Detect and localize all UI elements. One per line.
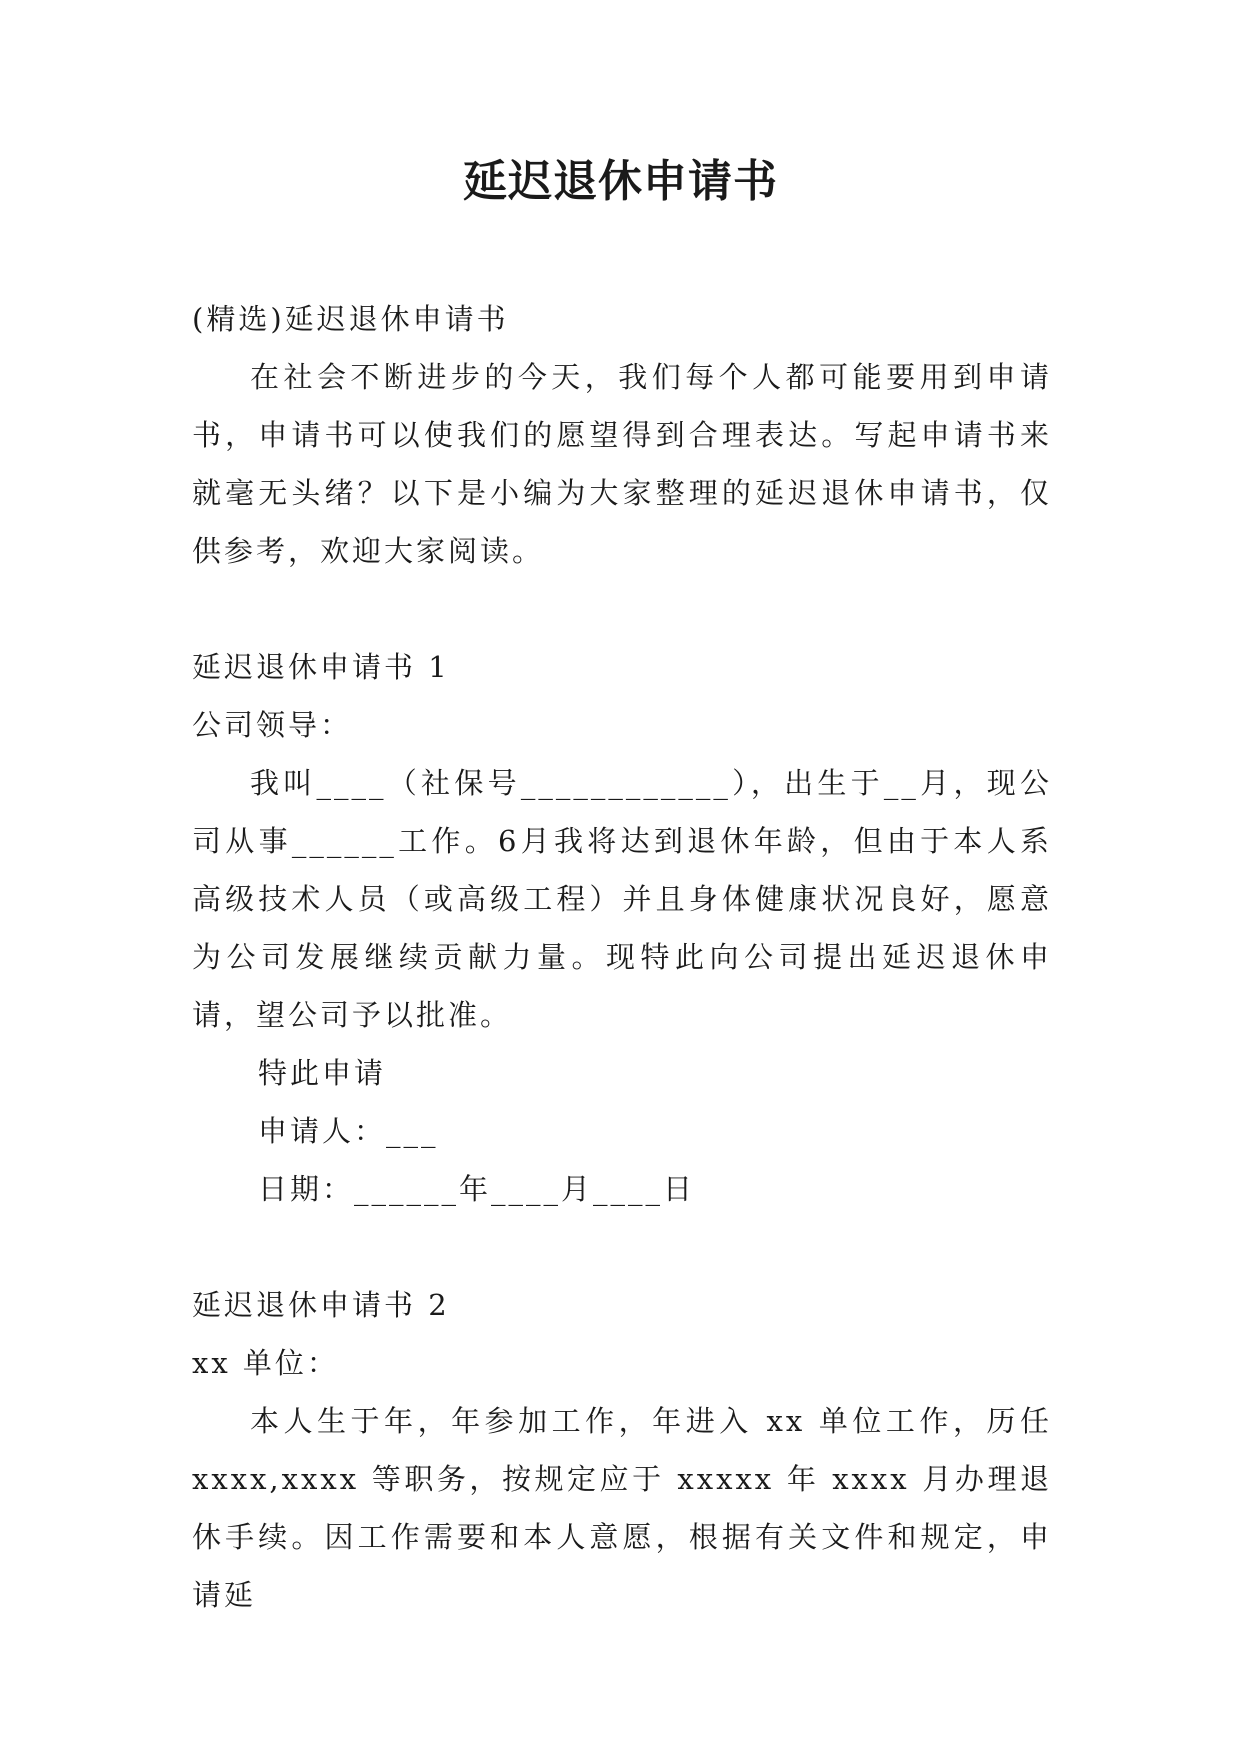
section2-salutation: xx 单位：	[192, 1346, 339, 1380]
section1-date: 日期：______年____月____日	[258, 1172, 696, 1206]
section1-heading: 延迟退休申请书 1	[192, 650, 450, 684]
section2-heading: 延迟退休申请书 2	[192, 1288, 450, 1322]
intro-paragraph: 在社会不断进步的今天，我们每个人都可能要用到申请书，申请书可以使我们的愿望得到合理表达。写起申请书来就毫无头绪？以下是小编为大家整理的延迟退休申请书，仅供参考，欢迎大家阅读。	[192, 360, 1052, 568]
document-title: 延迟退休申请书	[463, 156, 778, 207]
document-body	[192, 290, 1052, 1624]
section1-body: 我叫____（社保号____________），出生于__月，现公司从事______工作。6月我将达到退休年龄，但由于本人系高级技术人员（或高级工程）并且身体健康状况良好，愿意为公司发展继续贡献力量。现特此向公司提出延迟退休申请，望公司予以批准。	[192, 766, 1052, 1032]
document-subtitle: (精选)延迟退休申请书	[192, 302, 509, 336]
section1-closing: 特此申请	[258, 1056, 387, 1090]
section1-salutation: 公司领导：	[192, 708, 353, 742]
section1-applicant: 申请人：___	[258, 1114, 439, 1148]
section2-body: 本人生于年，年参加工作，年进入 xx 单位工作，历任 xxxx,xxxx 等职务，按规定应于 xxxxx 年 xxxx 月办理退休手续。因工作需要和本人意愿，根据有关文件和规定，申请延	[192, 1404, 1052, 1612]
